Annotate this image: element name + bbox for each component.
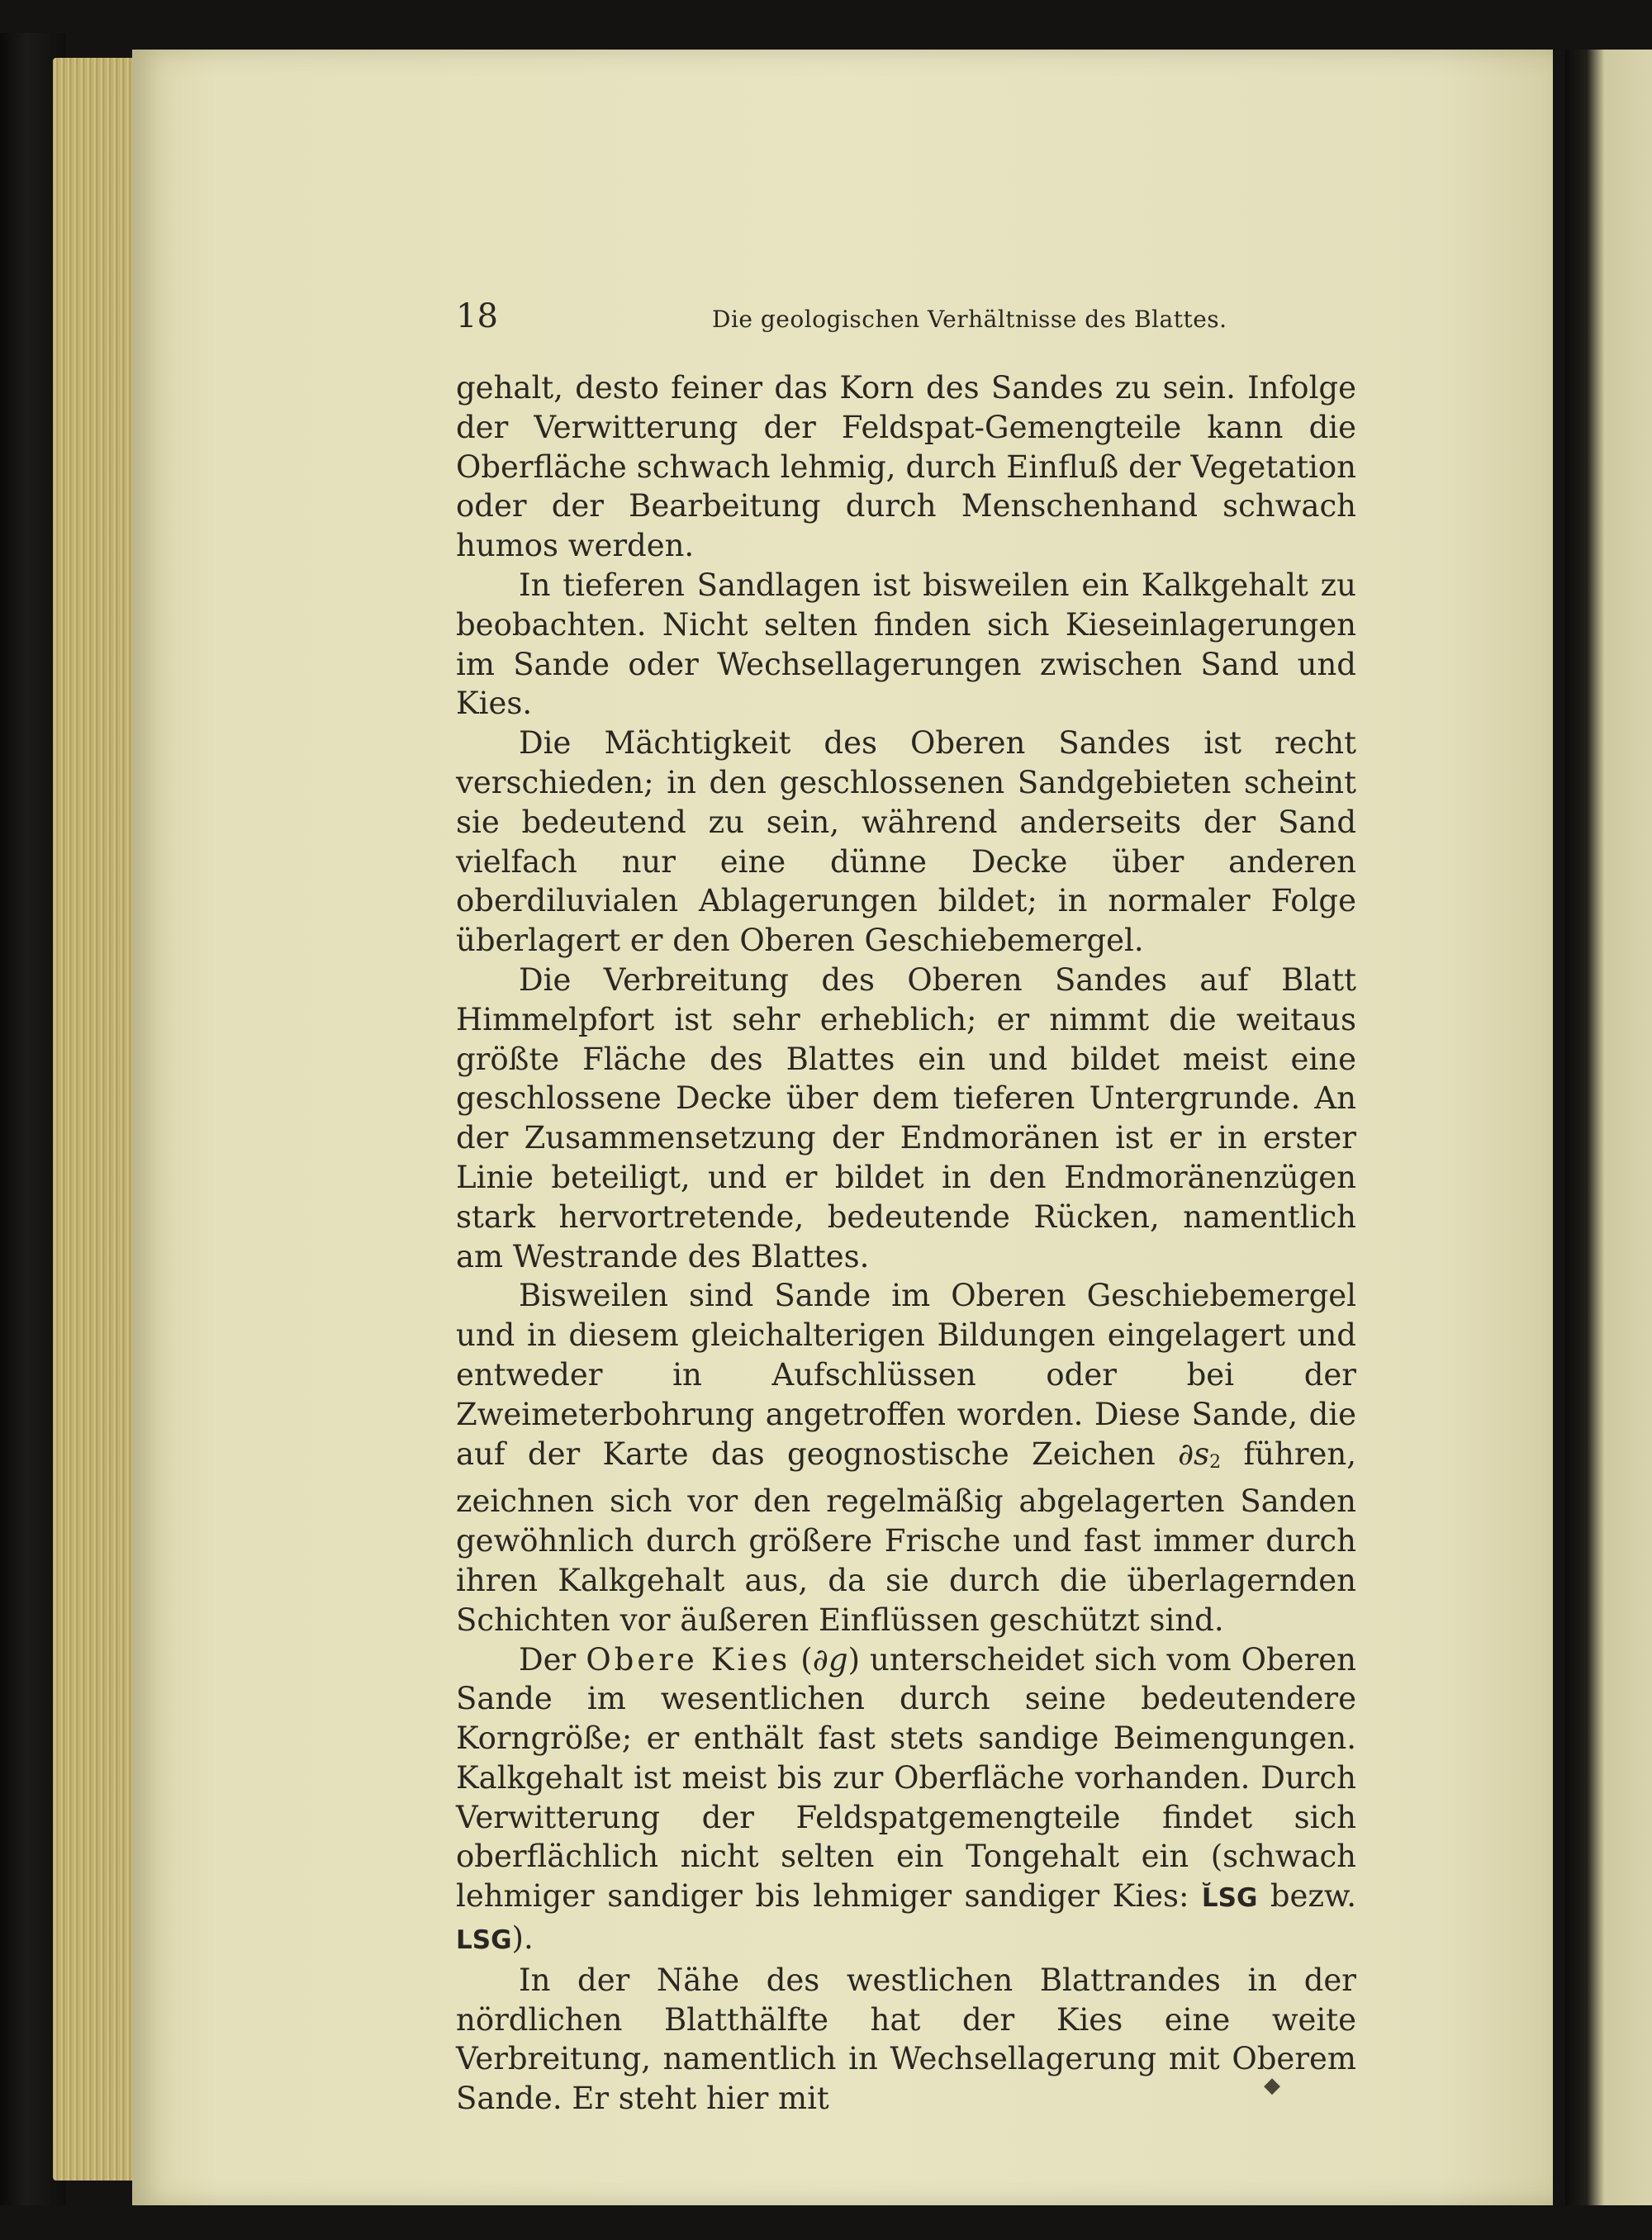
paragraph-text: bezw.	[1257, 1878, 1356, 1915]
soil-code: LSG	[456, 1925, 512, 1956]
paragraph: Die Mächtigkeit des Oberen Sandes ist recht verschieden; in den geschlossenen Sandgebieten scheint sie bedeutend zu sein, während anderseits der Sand vielfach nur eine dünne Decke über anderen oberdiluvialen Ablagerungen bildet; in normaler Folge überlagert er den Oberen Geschiebemergel.	[456, 725, 1356, 959]
paragraph-text: führen, zeichnen sich vor den regelmäßig abgelagerten Sanden gewöhnlich durch größere Frische und fast immer durch ihren Kalkgehalt aus, da sie durch die überlagernden Schichten vor äußeren Einflüssen geschützt sind.	[456, 1436, 1357, 1638]
geologic-symbol: ∂g	[812, 1641, 848, 1678]
symbol-subscript: 2	[1209, 1451, 1222, 1473]
paragraph-final: In der Nähe des westlichen Blattrandes in der nördlichen Blatthälfte hat der Kies eine weite Verbreitung, namentlich in Wechsellagerung mit Oberem Sande. Er steht hier mit	[456, 1962, 1356, 2117]
paragraph-text: ).	[511, 1920, 534, 1957]
page-number: 18	[456, 297, 498, 335]
next-page-edge	[1565, 50, 1652, 2205]
geologic-symbol: ∂s	[1178, 1436, 1210, 1472]
paragraph-continuation: gehalt, desto feiner das Korn des Sandes zu sein. Infolge der Verwitterung der Feldspat-Gemengteile kann die Oberfläche schwach lehmig, durch Einfluß der Vegetation oder der Bearbeitung durch Menschenhand schwach humos werden.	[456, 370, 1356, 564]
spaced-term: Obere Kies	[586, 1641, 791, 1678]
paragraph-text: ) unterscheidet sich vom Oberen Sande im wesentlichen durch seine bedeutendere Korngröße; er enthält fast stets sandige Beimengungen. Kalkgehalt ist meist bis zur Oberfläche vorhanden. Durch Verwitterung der Feldspatgemengteile findet sich oberflächlich nicht selten ein Tongehalt ein (schwach lehmiger sandiger bis lehmiger sandiger Kies:	[456, 1641, 1357, 1915]
paragraph-text: Der	[519, 1641, 586, 1678]
paragraph-text: Bisweilen sind Sande im Oberen Geschiebemergel und in diesem gleichalterigen Bildungen eingelagert und entweder in Aufschlüssen oder bei der Zweimeterbohrung angetroffen worden. Diese Sande, die auf der Karte das geognostische Zeichen	[456, 1278, 1356, 1472]
running-title: Die geologischen Verhältnisse des Blattes.	[712, 306, 1227, 333]
running-head	[456, 297, 1356, 355]
paragraph-text: (	[790, 1641, 813, 1678]
ink-smudge: ◆	[1264, 2073, 1280, 2098]
page-edges	[53, 58, 144, 2181]
paragraph: Die Verbreitung des Oberen Sandes auf Blatt Himmelpfort ist sehr erheblich; er nimmt die weitaus größte Fläche des Blattes ein und bildet meist eine geschlossene Decke über dem tieferen Untergrunde. An der Zusammensetzung der Endmoränen ist er in erster Linie beteiligt, und er bildet in den Endmoränenzügen stark hervortretende, bedeutende Rücken, namentlich am Westrande des Blattes.	[456, 961, 1356, 1274]
soil-code: L̆SG	[1201, 1883, 1258, 1914]
text-block	[456, 297, 1356, 2119]
paragraph-embedded-sands	[456, 1276, 1356, 1640]
paragraph: In tieferen Sandlagen ist bisweilen ein Kalkgehalt zu beobachten. Nicht selten finden sich Kieseinlagerungen im Sande oder Wechsellagerungen zwischen Sand und Kies.	[456, 567, 1356, 722]
paragraph-upper-gravel	[456, 1640, 1356, 1961]
